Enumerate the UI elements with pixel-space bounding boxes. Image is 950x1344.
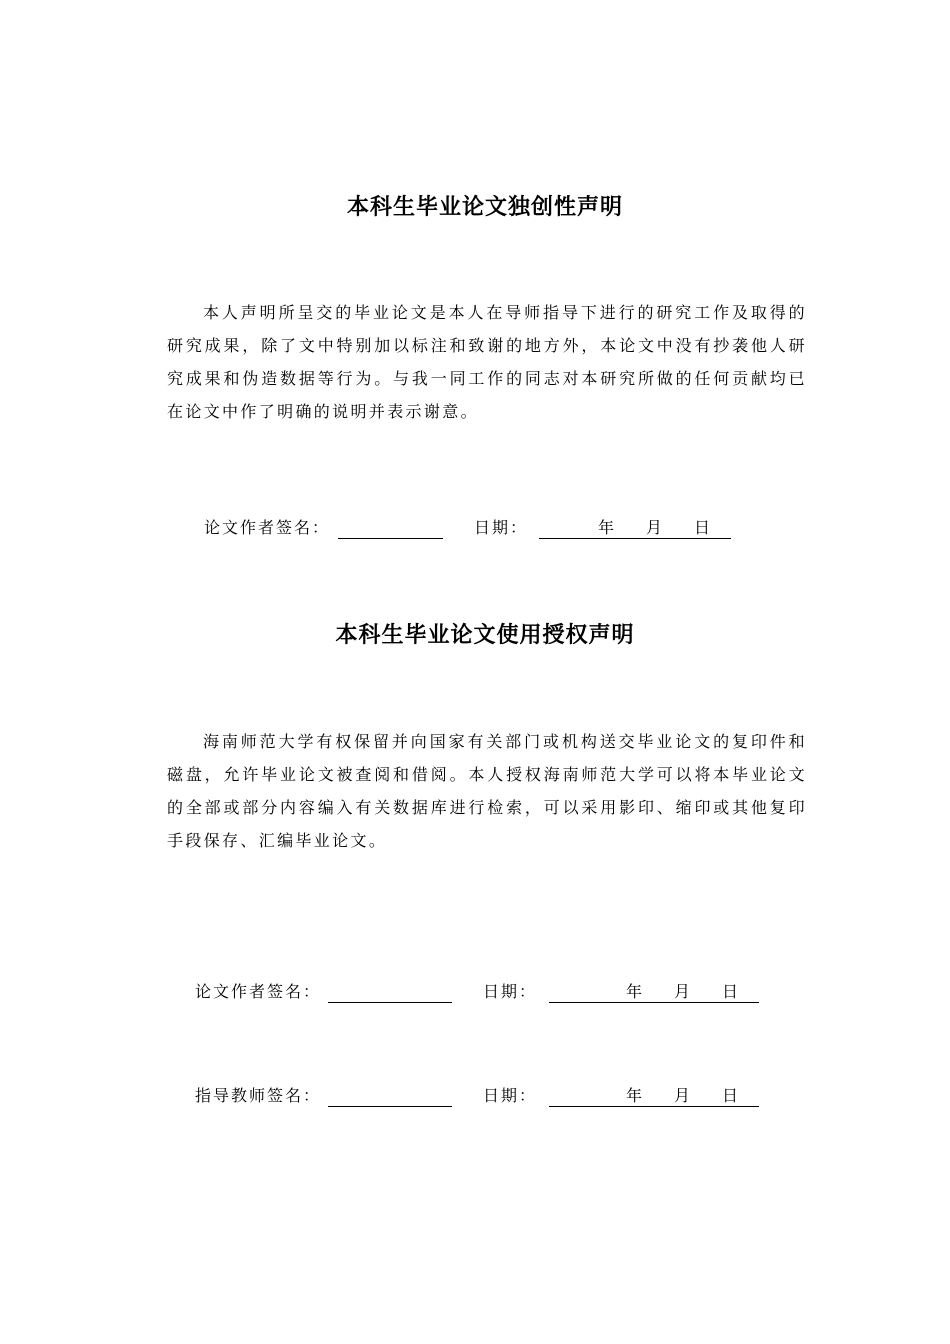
author-signature-field[interactable]: [338, 538, 443, 539]
author-signature-label: 论文作者签名：: [195, 982, 322, 1001]
year-label: 年: [626, 982, 645, 1001]
year-label: 年: [626, 1086, 645, 1105]
year-label: 年: [598, 518, 617, 537]
date-label: 日期：: [483, 982, 538, 1001]
supervisor-signature-field[interactable]: [328, 1106, 452, 1107]
supervisor-signature-label: 指导教师签名：: [195, 1086, 322, 1105]
date-label: 日期：: [483, 1086, 538, 1105]
month-label: 月: [674, 1086, 693, 1105]
day-label: 日: [722, 982, 741, 1001]
authorization-title: 本科生毕业论文使用授权声明: [335, 623, 635, 648]
supervisor-signature-row: [0, 1084, 950, 1108]
author-signature-field[interactable]: [328, 1002, 452, 1003]
originality-title: 本科生毕业论文独创性声明: [346, 195, 623, 220]
authorization-author-signature-row: [0, 980, 950, 1004]
originality-signature-row: [0, 516, 950, 540]
originality-body: 本人声明所呈交的毕业论文是本人在导师指导下进行的研究工作及取得的研究成果，除了文中特别加以标注和致谢的地方外，本论文中没有抄袭他人研究成果和伪造数据等行为。与我一同工作的同志对本研究所做的任何贡献均已在论文中作了明确的说明并表示谢意。: [167, 303, 807, 421]
month-label: 月: [646, 518, 665, 537]
author-signature-label: 论文作者签名：: [204, 518, 331, 537]
authorization-body: 海南师范大学有权保留并向国家有关部门或机构送交毕业论文的复印件和磁盘，允许毕业论文被查阅和借阅。本人授权海南师范大学可以将本毕业论文的全部或部分内容编入有关数据库进行检索，可以采用影印、缩印或其他复印手段保存、汇编毕业论文。: [167, 732, 807, 850]
day-label: 日: [694, 518, 713, 537]
month-label: 月: [674, 982, 693, 1001]
date-label: 日期：: [474, 518, 529, 537]
day-label: 日: [722, 1086, 741, 1105]
